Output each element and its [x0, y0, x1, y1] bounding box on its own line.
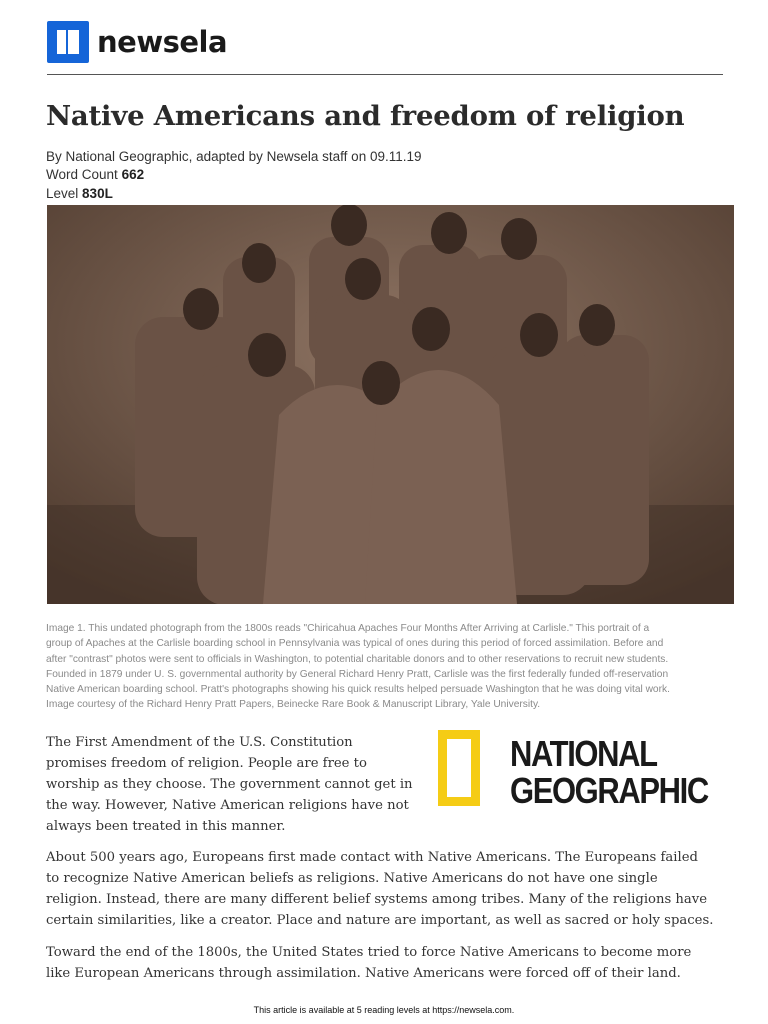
- national-geographic-logo: [438, 730, 726, 818]
- reading-level: [46, 186, 113, 201]
- paragraph-line: worship as they choose. The government cannot get in: [46, 777, 413, 792]
- caption-line: after "contrast" photos were sent to officials in Washington, to potential charitable donors and to other reservations to recruit new students.: [46, 653, 669, 665]
- paragraph-line: always been treated in this manner.: [46, 819, 286, 834]
- caption-line: group of Apaches at the Carlisle boarding school in Pennsylvania was typical of ones during this period of forced assimilation. Before and: [46, 638, 664, 650]
- paragraph-line: promises freedom of religion. People are free to: [46, 756, 367, 771]
- paragraph-line: to recognize Native American beliefs as religions. Native Americans do not have one single: [46, 871, 658, 886]
- brand-name[interactable]: newsela: [97, 25, 228, 59]
- word-count-label: Word Count: [46, 167, 118, 182]
- caption-line: Image courtesy of the Richard Henry Pratt Papers, Beinecke Rare Book & Manuscript Library, Yale University.: [46, 699, 541, 711]
- paragraph-line: About 500 years ago, Europeans first made contact with Native Americans. The Europeans failed: [46, 850, 698, 865]
- paragraph-line: Toward the end of the 1800s, the United States tried to force Native Americans to become more: [46, 945, 692, 960]
- paragraph-line: certain similarities, like a creator. Place and nature are important, as well as sacred or holy spaces.: [46, 913, 714, 928]
- caption-line: Native American boarding school. Pratt's photographs showing his quick results helped persuade Washington that he was doing vital work.: [46, 684, 670, 696]
- article-byline: By National Geographic, adapted by Newsela staff on 09.11.19: [46, 149, 422, 164]
- newsela-logo-icon[interactable]: [47, 21, 89, 63]
- body-paragraph-1: [46, 732, 413, 837]
- photo-caption: [46, 621, 734, 713]
- caption-line: Image 1. This undated photograph from the 1800s reads "Chiricahua Apaches Four Months After Arriving at Carlisle." This portrait of a: [46, 623, 650, 634]
- level-value: 830L: [82, 186, 113, 201]
- paragraph-line: religion. Instead, there are many different belief systems among tribes. Many of the religions have: [46, 892, 708, 907]
- article-photo: [47, 205, 734, 604]
- article-title: Native Americans and freedom of religion: [46, 100, 685, 132]
- site-header: [47, 19, 227, 65]
- body-paragraph-3: [46, 942, 691, 984]
- caption-line: Founded in 1879 under U. S. governmental authority by General Richard Henry Pratt, Carlisle was the first federally funded off-reservation: [46, 668, 669, 680]
- paragraph-line: The First Amendment of the U.S. Constitution: [46, 735, 353, 750]
- level-label: Level: [46, 186, 79, 201]
- word-count-value: 662: [121, 167, 145, 182]
- word-count: [46, 167, 144, 182]
- paragraph-line: like European Americans through assimilation. Native Americans were forced off of their land.: [46, 966, 681, 981]
- page-footer: This article is available at 5 reading levels at https://newsela.com.: [253, 1005, 515, 1015]
- yellow-border-icon: [438, 730, 480, 806]
- body-paragraph-2: [46, 847, 713, 931]
- header-divider: [47, 74, 723, 75]
- paragraph-line: the way. However, Native American religions have not: [46, 798, 409, 813]
- national-geographic-wordmark: NATIONAL GEOGRAPHIC: [510, 733, 708, 811]
